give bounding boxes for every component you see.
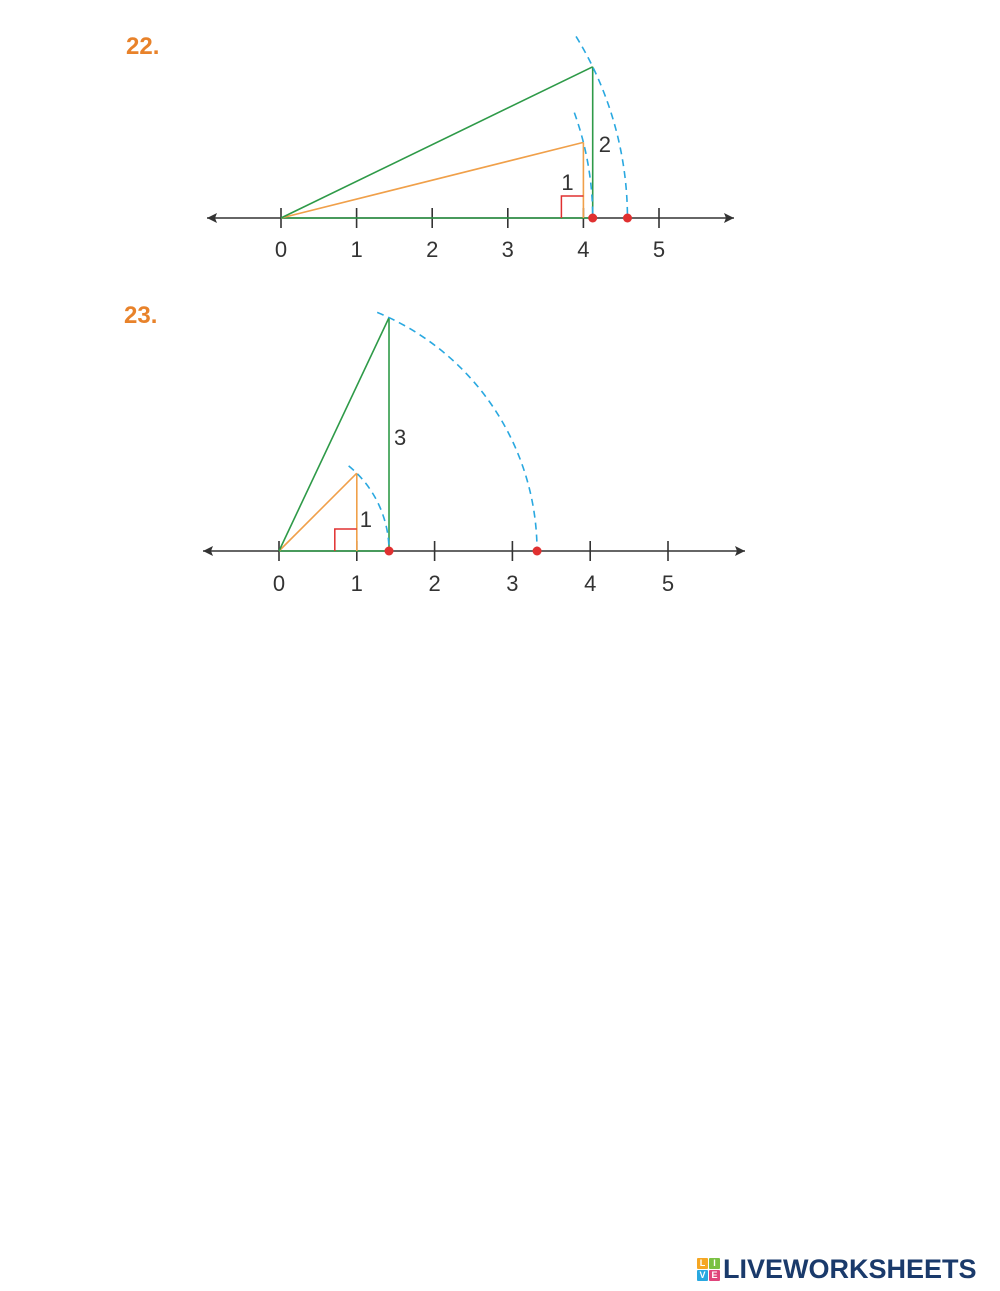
tick-label: 1 xyxy=(350,571,363,596)
tick-label: 2 xyxy=(428,571,441,596)
tick-label: 4 xyxy=(584,571,597,596)
orange-hypotenuse xyxy=(281,142,583,218)
orange-leg-length-label: 1 xyxy=(561,170,574,195)
liveworksheets-watermark xyxy=(697,1252,977,1286)
right-angle-mark xyxy=(335,529,357,551)
problem-23-diagram xyxy=(203,312,745,596)
liveworksheets-wordmark: LIVEWORKSHEETS xyxy=(723,1253,977,1284)
green-hypotenuse xyxy=(279,318,389,551)
problem-22-diagram xyxy=(207,36,734,262)
green-leg-length-label: 3 xyxy=(394,425,407,450)
tick-label: 3 xyxy=(501,237,514,262)
tick-label: 2 xyxy=(426,237,439,262)
orange-leg-length-label: 1 xyxy=(359,507,373,532)
green-leg-length-label: 2 xyxy=(598,132,611,157)
marked-point xyxy=(385,547,394,556)
right-angle-mark xyxy=(561,196,583,218)
marked-point xyxy=(533,547,542,556)
tick-label: 5 xyxy=(652,237,666,262)
tick-label: 5 xyxy=(661,571,675,596)
problem-22-label: 22. xyxy=(126,33,160,60)
orange-hypotenuse xyxy=(279,473,357,551)
tick-label: 3 xyxy=(506,571,519,596)
tick-label: 0 xyxy=(274,237,288,262)
problem-23-label: 23. xyxy=(124,302,158,329)
tick-label: 4 xyxy=(577,237,590,262)
liveworksheets-logo-icon: L I V E xyxy=(697,1258,720,1281)
marked-point xyxy=(623,214,632,223)
marked-point xyxy=(588,214,597,223)
tick-label: 1 xyxy=(350,237,363,262)
tick-label: 0 xyxy=(272,571,286,596)
green-hypotenuse xyxy=(281,67,593,218)
